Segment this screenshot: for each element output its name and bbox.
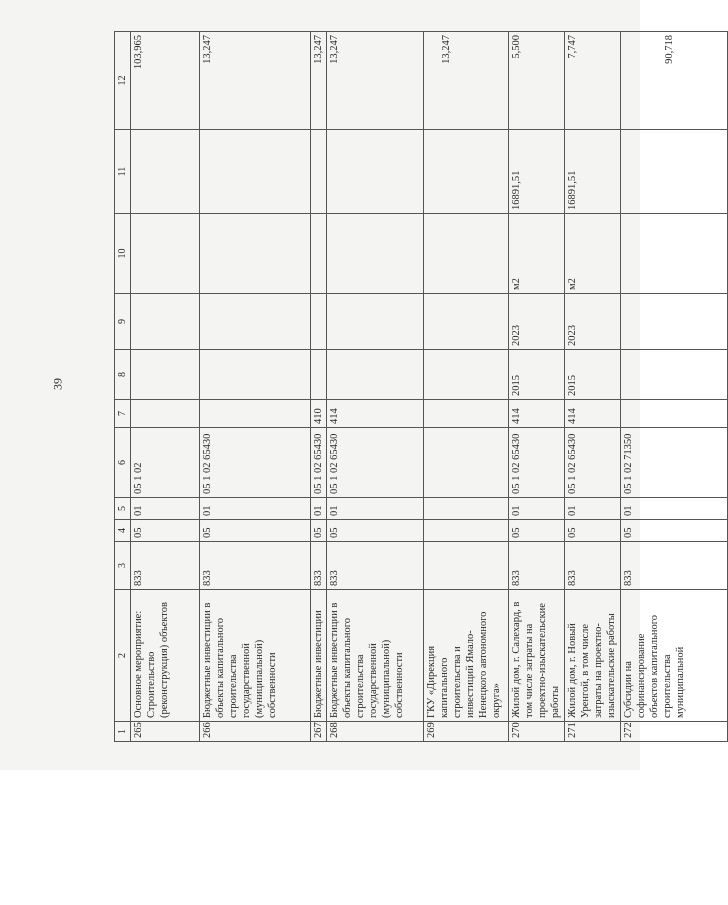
- cell: 05: [621, 520, 728, 542]
- table-row: [424, 32, 509, 742]
- table-header-row: [115, 32, 131, 742]
- cell: 414: [565, 400, 621, 428]
- cell: 05 1 02 71350: [621, 428, 728, 498]
- cell: 05 1 02: [131, 428, 200, 498]
- page-number: 39: [50, 378, 65, 390]
- cell: [131, 130, 200, 214]
- cell: [424, 520, 509, 542]
- cell: 05: [311, 520, 327, 542]
- cell: м2: [565, 214, 621, 294]
- table-row: [200, 32, 311, 742]
- column-header: 11: [115, 130, 131, 214]
- amount-cell: 103,965: [131, 32, 200, 130]
- cell: 833: [327, 542, 424, 590]
- item-name: Бюджетные инвестиции: [311, 590, 327, 722]
- cell: [200, 214, 311, 294]
- cell: [311, 130, 327, 214]
- rotated-table-wrapper: [114, 32, 686, 742]
- cell: [131, 350, 200, 400]
- cell: [424, 350, 509, 400]
- column-header: 2: [115, 590, 131, 722]
- cell: 833: [565, 542, 621, 590]
- cell: [621, 350, 728, 400]
- cell: 05: [131, 520, 200, 542]
- cell: [131, 400, 200, 428]
- item-name: Основное мероприятие: Строительство (реконструкция) объектов: [131, 590, 200, 722]
- cell: [424, 400, 509, 428]
- item-name: ГКУ «Дирекция капитального строительства и инвестиций Ямало-Ненецкого автономного округа»: [424, 590, 509, 722]
- amount-cell: 90,718: [621, 32, 728, 130]
- column-header: 3: [115, 542, 131, 590]
- column-header: 4: [115, 520, 131, 542]
- column-header: 10: [115, 214, 131, 294]
- item-name: Жилой дом, г. Салехард, в том числе затраты на проектно-изыскательские работы: [509, 590, 565, 722]
- table-row: [131, 32, 200, 742]
- cell: 2023: [509, 294, 565, 350]
- table-row: [565, 32, 621, 742]
- cell: 05 1 02 65430: [509, 428, 565, 498]
- cell: 05 1 02 65430: [327, 428, 424, 498]
- cell: 410: [311, 400, 327, 428]
- cell: [311, 350, 327, 400]
- item-name: Жилой дом, г. Новый Уренгой, в том числе затраты на проектно-изыскательские работы: [565, 590, 621, 722]
- cell: [621, 400, 728, 428]
- cell: [327, 294, 424, 350]
- column-header: 6: [115, 428, 131, 498]
- amount-cell: 13,247: [424, 32, 509, 130]
- cell: 833: [509, 542, 565, 590]
- cell: 414: [509, 400, 565, 428]
- cell: [327, 350, 424, 400]
- cell: 05 1 02 65430: [311, 428, 327, 498]
- cell: 05: [509, 520, 565, 542]
- amount-cell: 13,247: [311, 32, 327, 130]
- row-number: 266: [200, 722, 311, 742]
- cell: 2015: [565, 350, 621, 400]
- cell: 05: [327, 520, 424, 542]
- cell: 01: [200, 498, 311, 520]
- cell: 2015: [509, 350, 565, 400]
- cell: [200, 350, 311, 400]
- table-row: [621, 32, 728, 742]
- cell: [621, 214, 728, 294]
- row-number: 265: [131, 722, 200, 742]
- cell: [131, 214, 200, 294]
- cell: 01: [131, 498, 200, 520]
- cell: [621, 130, 728, 214]
- row-number: 269: [424, 722, 509, 742]
- cell: [200, 130, 311, 214]
- cell: 16891,51: [509, 130, 565, 214]
- cell: 2023: [565, 294, 621, 350]
- cell: 01: [327, 498, 424, 520]
- cell: 833: [311, 542, 327, 590]
- item-name: Субсидии на софинансирование объектов капитального строительства муниципальной: [621, 590, 728, 722]
- cell: [200, 294, 311, 350]
- cell: 833: [621, 542, 728, 590]
- cell: [327, 214, 424, 294]
- cell: 05: [200, 520, 311, 542]
- cell: 833: [131, 542, 200, 590]
- cell: 833: [200, 542, 311, 590]
- cell: [424, 294, 509, 350]
- column-header: 8: [115, 350, 131, 400]
- cell: [424, 214, 509, 294]
- cell: [200, 400, 311, 428]
- cell: 05 1 02 65430: [565, 428, 621, 498]
- row-number: 268: [327, 722, 424, 742]
- budget-table: [114, 31, 728, 742]
- cell: 414: [327, 400, 424, 428]
- column-header: 1: [115, 722, 131, 742]
- row-number: 270: [509, 722, 565, 742]
- column-header: 5: [115, 498, 131, 520]
- cell: [131, 294, 200, 350]
- cell: 01: [509, 498, 565, 520]
- amount-cell: 7,747: [565, 32, 621, 130]
- table-row: [509, 32, 565, 742]
- cell: [424, 542, 509, 590]
- cell: 01: [311, 498, 327, 520]
- column-header: 7: [115, 400, 131, 428]
- cell: [621, 294, 728, 350]
- cell: 01: [565, 498, 621, 520]
- amount-cell: 13,247: [200, 32, 311, 130]
- cell: [424, 130, 509, 214]
- column-header: 9: [115, 294, 131, 350]
- table-row: [311, 32, 327, 742]
- cell: 05 1 02 65430: [200, 428, 311, 498]
- amount-cell: 5,500: [509, 32, 565, 130]
- cell: м2: [509, 214, 565, 294]
- cell: [311, 214, 327, 294]
- cell: [311, 294, 327, 350]
- cell: [327, 130, 424, 214]
- cell: [424, 498, 509, 520]
- table-row: [327, 32, 424, 742]
- column-header: 12: [115, 32, 131, 130]
- item-name: Бюджетные инвестиции в объекты капитального строительства государственной (муниципальной) собственности: [327, 590, 424, 722]
- cell: [424, 428, 509, 498]
- item-name: Бюджетные инвестиции в объекты капитального строительства государственной (муниципальной) собственности: [200, 590, 311, 722]
- cell: 05: [565, 520, 621, 542]
- row-number: 271: [565, 722, 621, 742]
- row-number: 272: [621, 722, 728, 742]
- amount-cell: 13,247: [327, 32, 424, 130]
- cell: 01: [621, 498, 728, 520]
- cell: 16891,51: [565, 130, 621, 214]
- row-number: 267: [311, 722, 327, 742]
